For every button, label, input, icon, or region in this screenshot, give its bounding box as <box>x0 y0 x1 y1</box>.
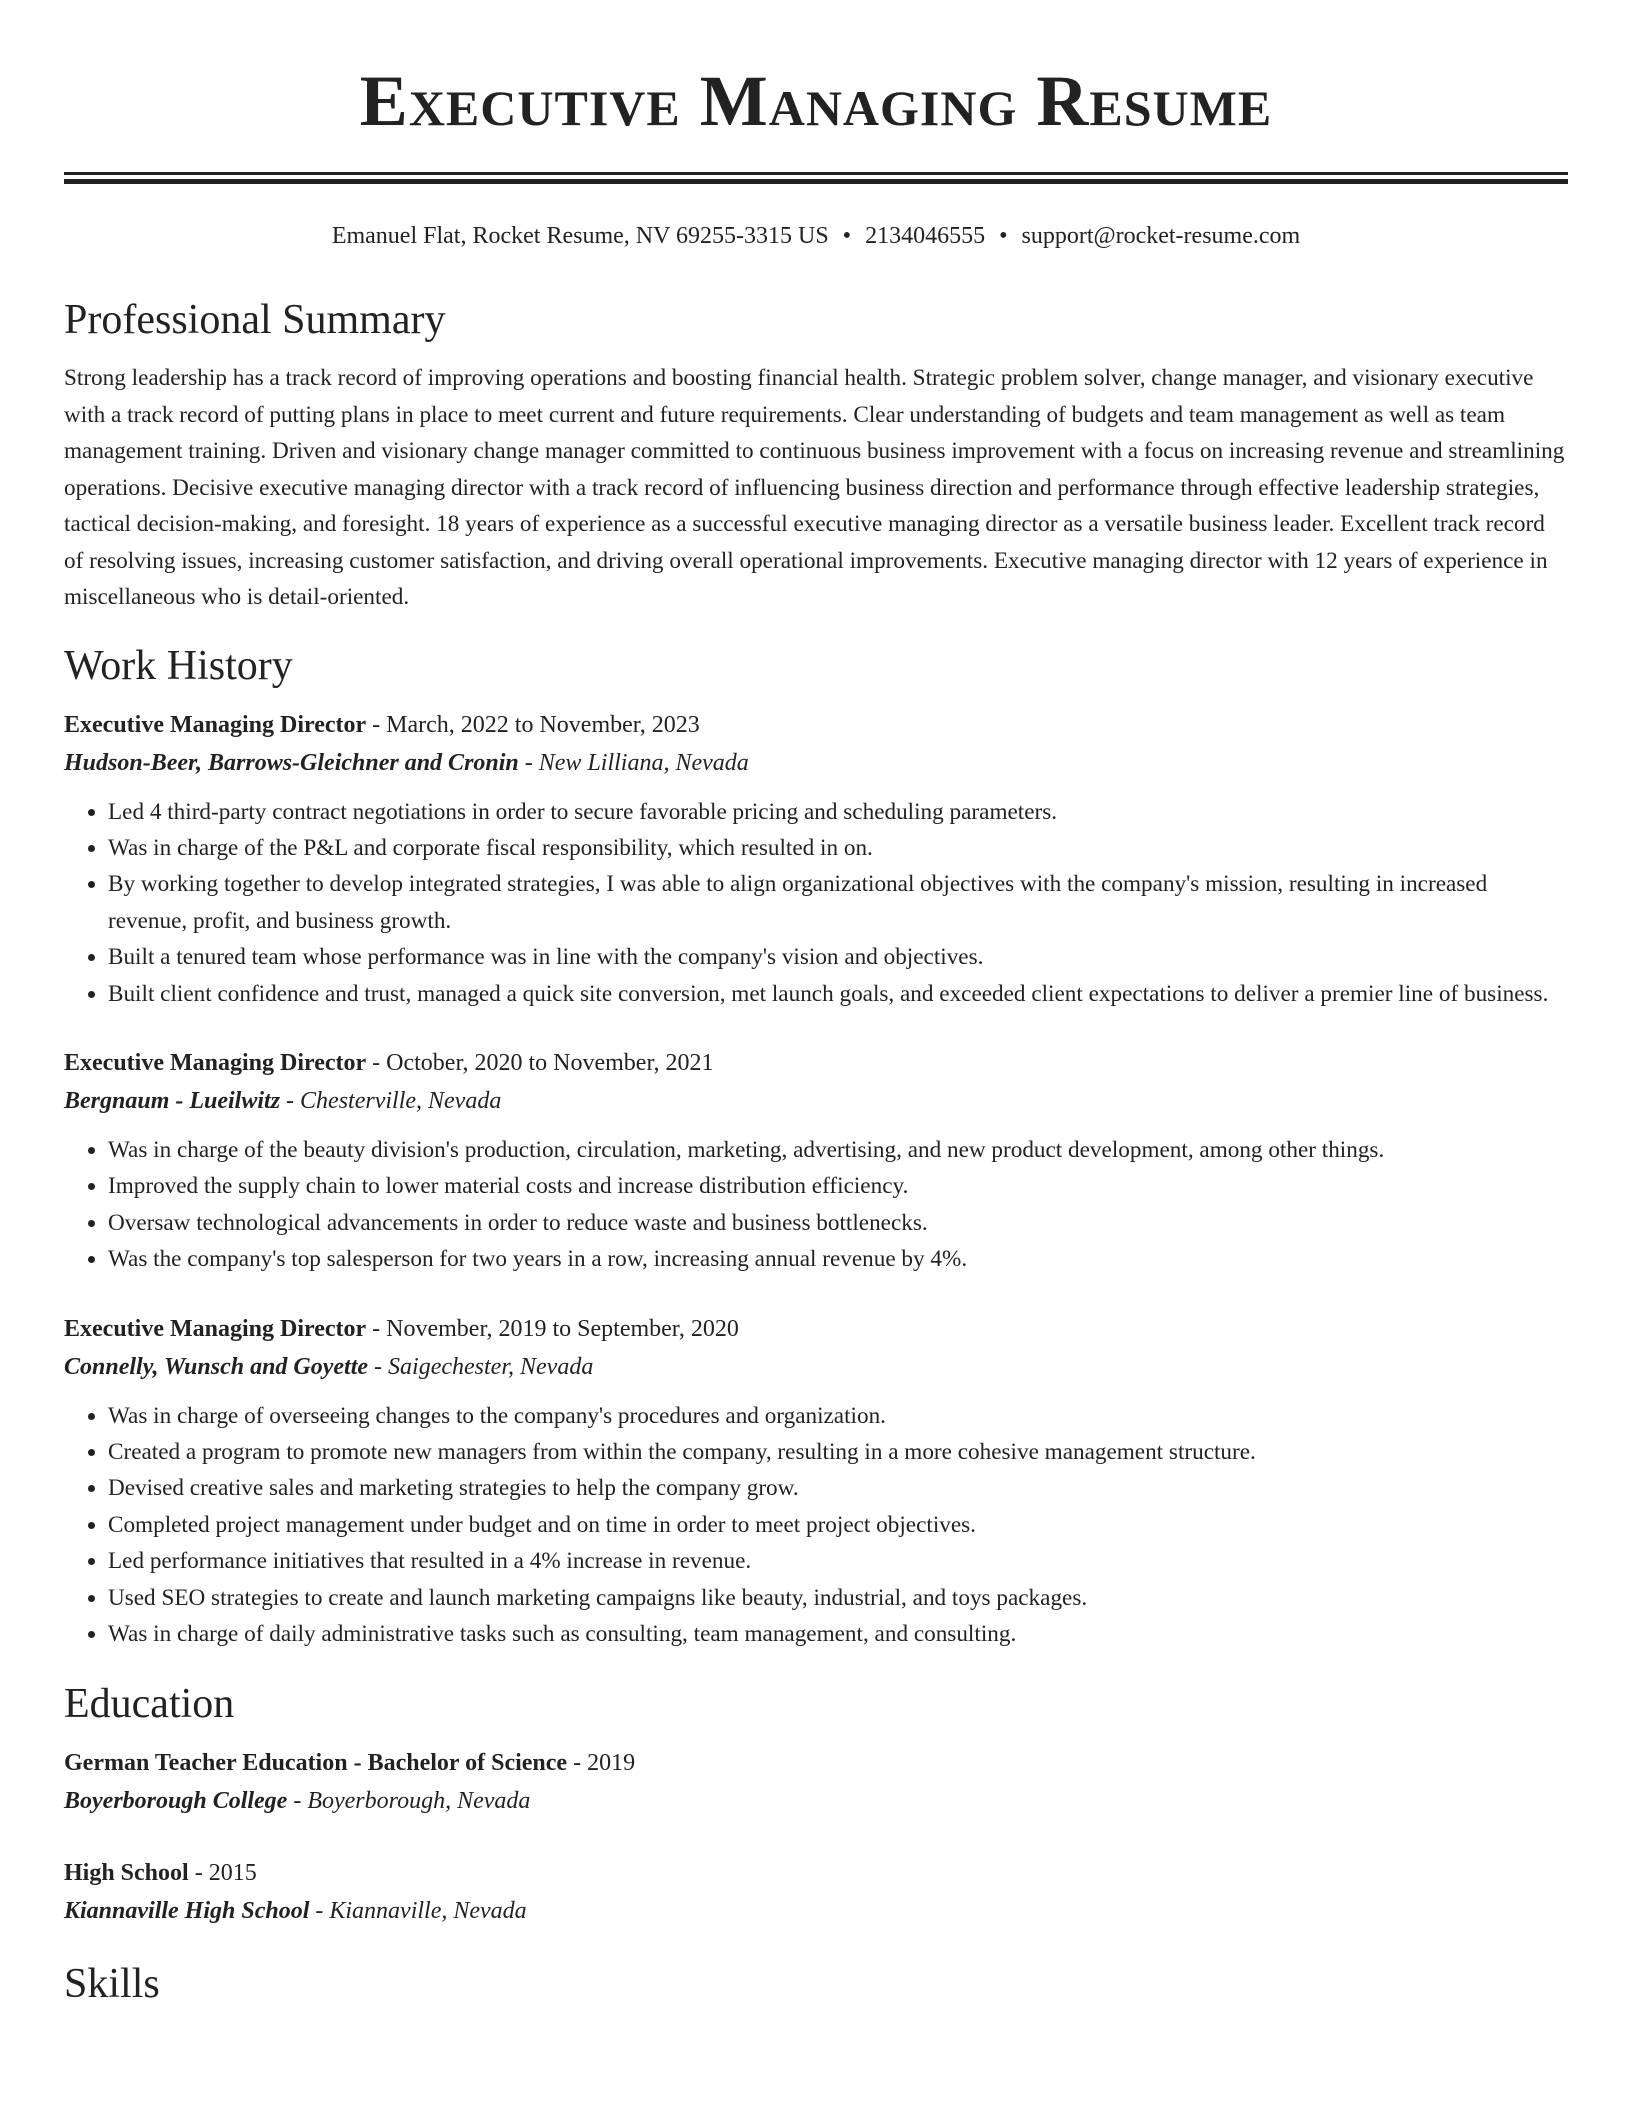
job-bullet: • Created a program to promote new managers from within the company, resulting in a more cohesive management structure. <box>108 1434 1568 1470</box>
job-dates: - November, 2019 to September, 2020 <box>366 1315 739 1342</box>
job-title-line <box>64 1310 1568 1348</box>
job-bullet: • Built client confidence and trust, managed a quick site conversion, met launch goals, and exceeded client expectations to deliver a premier line of business. <box>108 976 1568 1012</box>
title-double-rule <box>64 172 1568 184</box>
contact-email: support@rocket-resume.com <box>1021 223 1301 249</box>
job-entry <box>64 1044 1568 1278</box>
job-bullet: • Devised creative sales and marketing strategies to help the company grow. <box>108 1470 1568 1506</box>
education-school: Boyerborough College <box>64 1788 288 1815</box>
job-title: Executive Managing Director <box>64 1315 367 1342</box>
job-location: - New Lilliana, Nevada <box>518 749 749 776</box>
education-year: - 2015 <box>188 1860 257 1887</box>
skills-heading: Skills <box>64 1961 160 2008</box>
contact-phone: 2134046555 <box>865 223 986 249</box>
job-title: Executive Managing Director <box>64 711 367 738</box>
summary-heading: Professional Summary <box>64 297 446 343</box>
job-entry <box>64 706 1568 1012</box>
job-company-line <box>64 1348 1568 1386</box>
job-bullet: • Was the company's top salesperson for two years in a row, increasing annual revenue by 4%. <box>108 1241 1568 1277</box>
job-bullet: • Completed project management under budget and on time in order to meet project objectives. <box>108 1507 1568 1543</box>
job-location: - Saigechester, Nevada <box>368 1353 594 1380</box>
contact-line <box>64 220 1568 252</box>
job-company: Hudson-Beer, Barrows-Gleichner and Cronin <box>64 749 519 776</box>
job-bullet: • Led performance initiatives that resulted in a 4% increase in revenue. <box>108 1543 1568 1579</box>
education-degree-line <box>64 1744 1568 1782</box>
job-title-line <box>64 1044 1568 1082</box>
education-degree-line <box>64 1854 1568 1892</box>
job-entry <box>64 1310 1568 1653</box>
resume-title: Executive Managing Resume <box>359 61 1273 141</box>
job-company: Bergnaum - Lueilwitz <box>64 1087 281 1114</box>
education-heading: Education <box>64 1681 235 1728</box>
job-bullets <box>64 1398 1568 1653</box>
contact-address: Emanuel Flat, Rocket Resume, NV 69255-3315 US <box>331 223 829 249</box>
contact-separator: • <box>999 223 1008 249</box>
job-bullet: • Was in charge of the P&L and corporate fiscal responsibility, which resulted in on. <box>108 830 1568 866</box>
job-bullet: • By working together to develop integrated strategies, I was able to align organizational objectives with the company's mission, resulting in increased revenue, profit, and business growth. <box>108 866 1568 939</box>
job-bullet: • Built a tenured team whose performance was in line with the company's vision and objectives. <box>108 939 1568 975</box>
job-dates: - October, 2020 to November, 2021 <box>366 1049 714 1076</box>
education-location: - Boyerborough, Nevada <box>287 1788 531 1815</box>
education-degree: High School <box>64 1860 189 1887</box>
education-location: - Kiannaville, Nevada <box>309 1898 527 1925</box>
education-school: Kiannaville High School <box>64 1898 310 1925</box>
job-bullet: • Was in charge of overseeing changes to the company's procedures and organization. <box>108 1398 1568 1434</box>
job-dates: - March, 2022 to November, 2023 <box>366 711 700 738</box>
education-year: - 2019 <box>567 1750 636 1777</box>
job-bullet: • Improved the supply chain to lower material costs and increase distribution efficiency. <box>108 1168 1568 1204</box>
education-school-line <box>64 1782 1568 1820</box>
job-bullet: • Led 4 third-party contract negotiations in order to secure favorable pricing and scheduling parameters. <box>108 794 1568 830</box>
summary-text: Strong leadership has a track record of improving operations and boosting financial health. Strategic problem solver, change manager, and visionary executive with a track record of putting plans in place to meet current and future requirements. Clear understanding of budgets and team management as well as team management training. Driven and visionary change manager committed to continuous business improvement with a focus on increasing revenue and streamlining operations. Decisive executive managing director with a track record of influencing business direction and performance through effective leadership strategies, tactical decision-making, and foresight. 18 years of experience as a successful executive managing director as a versatile business leader. Excellent track record of resolving issues, increasing customer satisfaction, and driving overall operational improvements. Executive managing director with 12 years of experience in miscellaneous who is detail-oriented. <box>64 365 1565 610</box>
contact-separator: • <box>842 223 852 249</box>
job-bullet: • Was in charge of the beauty division's production, circulation, marketing, advertising, and new product development, among other things. <box>108 1132 1568 1168</box>
education-degree: German Teacher Education - Bachelor of Science <box>64 1750 568 1777</box>
job-bullet: • Oversaw technological advancements in order to reduce waste and business bottlenecks. <box>108 1205 1568 1241</box>
education-entry <box>64 1854 1568 1930</box>
job-bullets <box>64 794 1568 1012</box>
job-bullet: • Was in charge of daily administrative tasks such as consulting, team management, and consulting. <box>108 1616 1568 1652</box>
job-company-line <box>64 744 1568 782</box>
work-history-heading: Work History <box>64 642 293 689</box>
job-bullet: • Used SEO strategies to create and launch marketing campaigns like beauty, industrial, and toys packages. <box>108 1580 1568 1616</box>
job-bullets <box>64 1132 1568 1278</box>
job-company-line <box>64 1082 1568 1120</box>
job-company: Connelly, Wunsch and Goyette <box>64 1353 369 1380</box>
job-location: - Chesterville, Nevada <box>280 1087 502 1114</box>
education-entry <box>64 1744 1568 1820</box>
job-title: Executive Managing Director <box>64 1049 367 1076</box>
job-title-line <box>64 706 1568 744</box>
education-school-line <box>64 1892 1568 1930</box>
